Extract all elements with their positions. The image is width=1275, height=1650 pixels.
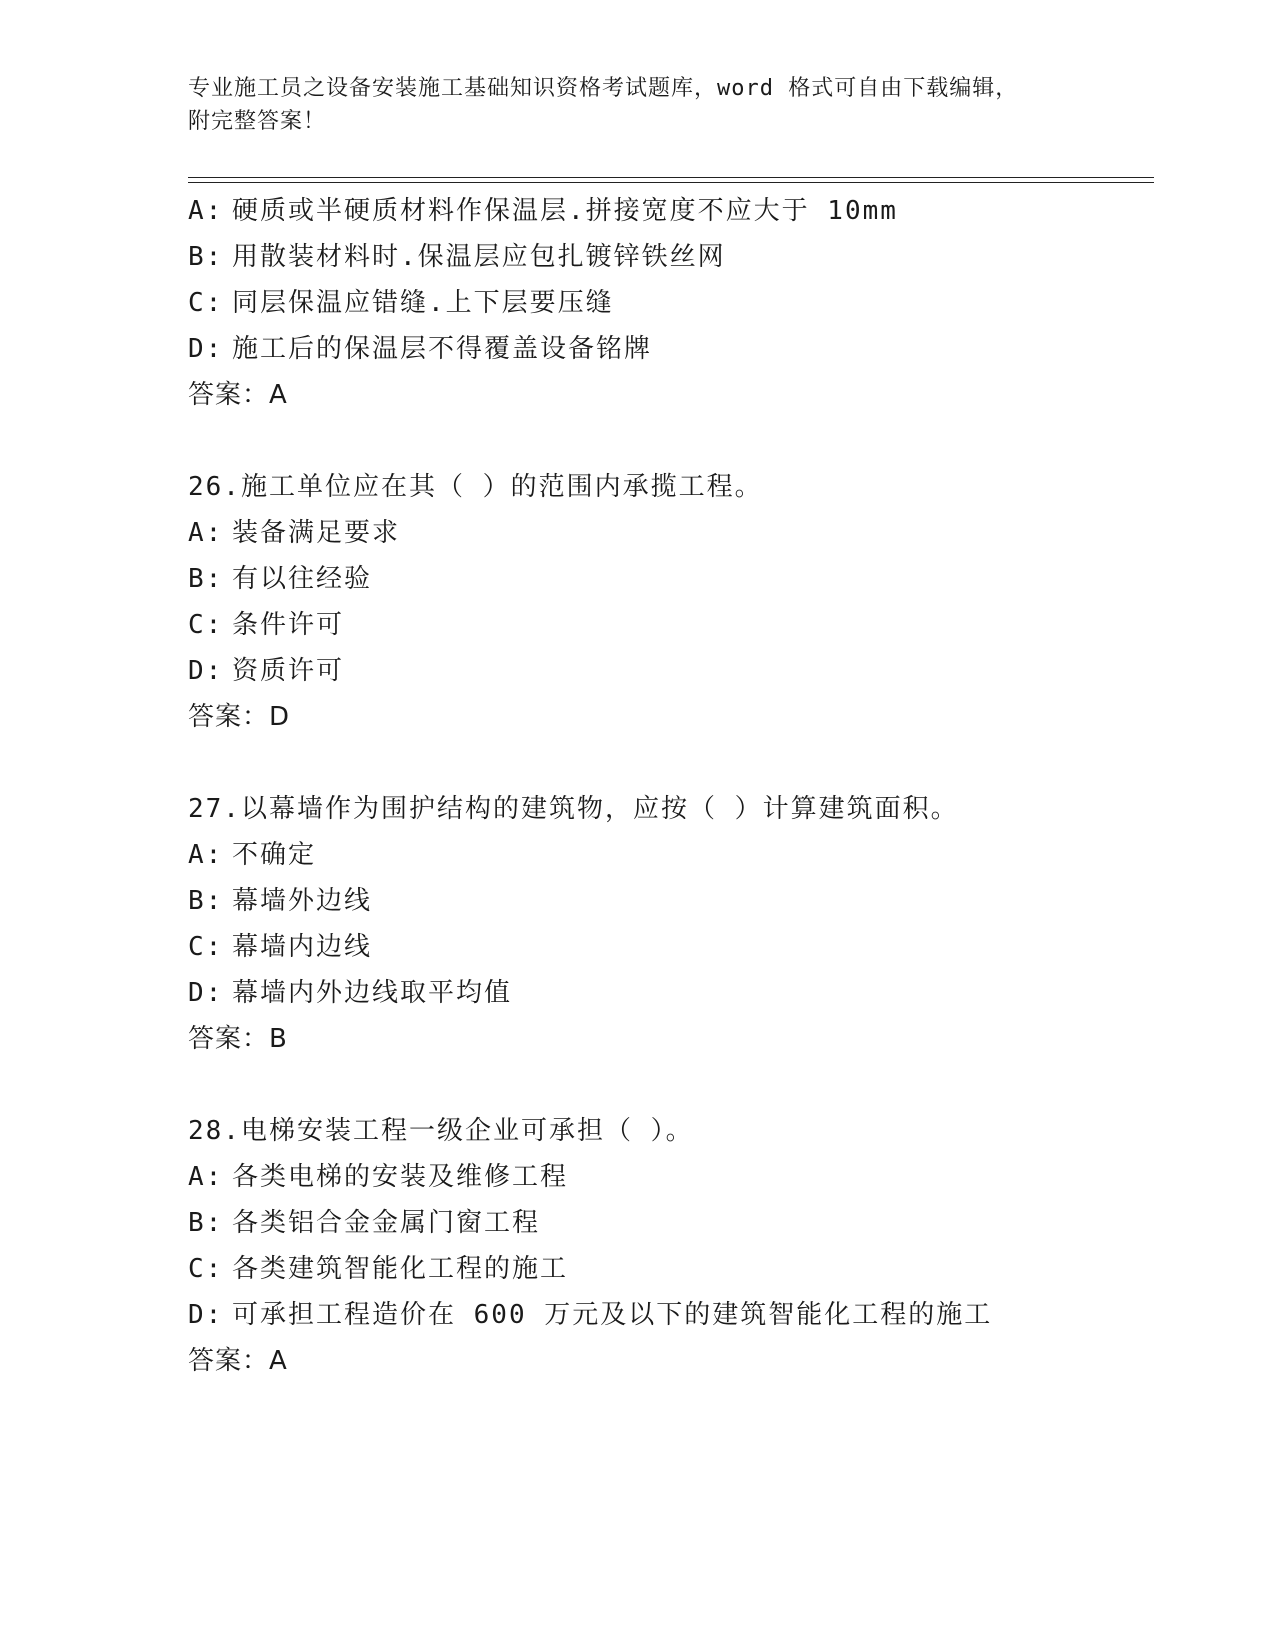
option-text: 资质许可	[232, 656, 345, 686]
option-d	[188, 970, 1154, 1016]
option-text: 有以往经验	[232, 564, 373, 594]
block-spacer	[188, 418, 1154, 464]
header-line-2: 附完整答案！	[188, 109, 327, 134]
question-block-27	[188, 786, 1154, 1062]
option-text: 装备满足要求	[232, 518, 401, 548]
block-spacer	[188, 740, 1154, 786]
option-c	[188, 280, 1154, 326]
option-letter: D:	[188, 656, 224, 686]
option-letter: B:	[188, 242, 224, 272]
option-letter: C:	[188, 1254, 224, 1284]
block-spacer	[188, 1062, 1154, 1108]
option-letter: D:	[188, 1300, 224, 1330]
option-letter: C:	[188, 288, 224, 318]
option-text: 施工后的保温层不得覆盖设备铭牌	[232, 334, 653, 364]
document-header	[188, 72, 1088, 138]
answer-line: 答案：B	[188, 1024, 288, 1054]
option-text: 条件许可	[232, 610, 345, 640]
option-c	[188, 1246, 1154, 1292]
option-text: 幕墙内边线	[232, 932, 373, 962]
option-letter: C:	[188, 610, 224, 640]
option-text: 用散装材料时.保温层应包扎镀锌铁丝网	[232, 242, 726, 272]
question-text: 28.电梯安装工程一级企业可承担（ ）。	[188, 1116, 694, 1146]
option-letter: D:	[188, 978, 224, 1008]
option-text: 同层保温应错缝.上下层要压缝	[232, 288, 614, 318]
option-b	[188, 556, 1154, 602]
option-b	[188, 234, 1154, 280]
answer-line: 答案：D	[188, 702, 291, 732]
option-a	[188, 832, 1154, 878]
answer-line: 答案：A	[188, 380, 288, 410]
header-line-1: 专业施工员之设备安装施工基础知识资格考试题库，word 格式可自由下载编辑，	[188, 76, 1019, 101]
option-letter: A:	[188, 1162, 224, 1192]
option-b	[188, 878, 1154, 924]
answer-line: 答案：A	[188, 1346, 288, 1376]
question-block-25	[188, 188, 1154, 418]
option-text: 幕墙外边线	[232, 886, 373, 916]
header-double-rule	[188, 177, 1154, 183]
question-text: 26.施工单位应在其（ ）的范围内承揽工程。	[188, 472, 763, 502]
option-d	[188, 326, 1154, 372]
option-d	[188, 1292, 1154, 1338]
option-a	[188, 188, 1154, 234]
option-letter: D:	[188, 334, 224, 364]
option-letter: A:	[188, 840, 224, 870]
option-text: 各类铝合金金属门窗工程	[232, 1208, 541, 1238]
question-list	[188, 188, 1154, 1384]
option-letter: A:	[188, 518, 224, 548]
option-c	[188, 602, 1154, 648]
option-a	[188, 1154, 1154, 1200]
option-letter: B:	[188, 886, 224, 916]
option-letter: B:	[188, 1208, 224, 1238]
option-b	[188, 1200, 1154, 1246]
option-text: 各类建筑智能化工程的施工	[232, 1254, 569, 1284]
option-text: 硬质或半硬质材料作保温层.拼接宽度不应大于 10mm	[232, 196, 898, 226]
option-text: 可承担工程造价在 600 万元及以下的建筑智能化工程的施工	[232, 1300, 993, 1330]
option-letter: A:	[188, 196, 224, 226]
option-letter: B:	[188, 564, 224, 594]
question-text: 27.以幕墙作为围护结构的建筑物，应按（ ）计算建筑面积。	[188, 794, 959, 824]
option-text: 不确定	[232, 840, 317, 870]
option-letter: C:	[188, 932, 224, 962]
option-c	[188, 924, 1154, 970]
question-block-28	[188, 1108, 1154, 1384]
option-text: 各类电梯的安装及维修工程	[232, 1162, 569, 1192]
option-text: 幕墙内外边线取平均值	[232, 978, 513, 1008]
question-block-26	[188, 464, 1154, 740]
option-a	[188, 510, 1154, 556]
option-d	[188, 648, 1154, 694]
